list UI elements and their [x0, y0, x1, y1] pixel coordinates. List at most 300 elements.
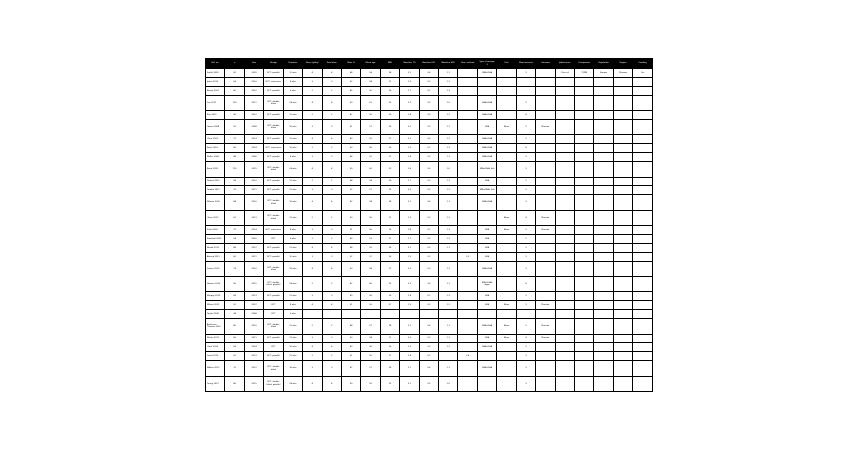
table-cell: 3.5	[419, 243, 438, 252]
table-cell	[575, 120, 594, 135]
table-row	[206, 77, 653, 86]
table-cell: EPA+DHA	[477, 343, 496, 352]
table-cell	[555, 343, 574, 352]
table-cell	[594, 86, 613, 95]
table-cell	[458, 361, 477, 376]
table-cell: RCT, double blind, parallel	[264, 376, 283, 391]
table-cell: RCT, parallel	[264, 186, 283, 195]
table-cell: 3	[303, 292, 322, 301]
table-cell: 26	[380, 292, 399, 301]
column-header: Baseline HDL	[439, 59, 458, 69]
table-cell: 29	[380, 376, 399, 391]
table-row	[206, 243, 653, 252]
table-cell: 40	[225, 86, 244, 95]
table-cell	[613, 144, 632, 153]
table-cell	[633, 376, 653, 391]
table-cell: 2014	[244, 343, 263, 352]
column-header: Ref. no.	[206, 59, 225, 69]
table-cell: RCT, double blind, parallel	[264, 277, 283, 292]
table-cell: 2.1	[400, 195, 419, 210]
table-cell: 2	[303, 86, 322, 95]
table-cell	[497, 144, 516, 153]
table-cell: 3.1	[419, 292, 438, 301]
table-cell: 3	[516, 319, 535, 334]
table-cell: 2013	[244, 292, 263, 301]
table-cell: 3	[303, 153, 322, 162]
table-row	[206, 210, 653, 225]
table-cell: 49	[341, 292, 360, 301]
table-cell: 2008	[244, 120, 263, 135]
table-cell: 3.0	[419, 177, 438, 186]
table-cell	[575, 301, 594, 310]
table-cell	[536, 77, 555, 86]
table-cell: Ahmed 2011	[206, 252, 225, 261]
table-cell	[536, 86, 555, 95]
table-row	[206, 376, 653, 391]
table-cell	[555, 144, 574, 153]
table-cell: 4	[303, 69, 322, 78]
table-cell	[536, 234, 555, 243]
table-cell: 51	[341, 225, 360, 234]
table-cell	[516, 310, 535, 319]
table-cell	[555, 77, 574, 86]
table-cell	[555, 210, 574, 225]
table-cell: 3	[322, 361, 341, 376]
table-cell	[633, 135, 653, 144]
table-cell: Placebo	[536, 334, 555, 343]
table-cell	[458, 195, 477, 210]
table-cell	[458, 243, 477, 252]
table-cell: 48	[341, 243, 360, 252]
table-cell: 1.3	[439, 86, 458, 95]
table-cell	[477, 77, 496, 86]
table-cell: 3	[516, 343, 535, 352]
table-cell: 4	[303, 301, 322, 310]
table-cell: 3	[303, 252, 322, 261]
table-cell: 56	[361, 292, 380, 301]
table-cell	[516, 86, 535, 95]
table-cell: 1.2	[439, 261, 458, 276]
table-cell: RCT, parallel	[264, 86, 283, 95]
table-cell	[497, 195, 516, 210]
table-cell	[575, 86, 594, 95]
table-cell	[594, 95, 613, 110]
table-cell	[633, 261, 653, 276]
table-cell: 80	[225, 319, 244, 334]
table-cell: 3	[516, 361, 535, 376]
table-cell	[458, 334, 477, 343]
table-cell: 8 wks	[283, 153, 302, 162]
table-cell	[536, 343, 555, 352]
table-cell: 56	[361, 144, 380, 153]
table-cell: 56	[361, 225, 380, 234]
table-cell: Pharma	[613, 69, 632, 78]
table-cell: 2.5	[458, 252, 477, 261]
table-cell: RCT, parallel	[264, 111, 283, 120]
table-cell: 2	[322, 144, 341, 153]
table-cell: 50	[341, 95, 360, 110]
table-cell: RCT, parallel	[264, 252, 283, 261]
column-header: Measurement	[516, 59, 535, 69]
table-cell: 44	[225, 310, 244, 319]
table-cell	[633, 352, 653, 361]
table-cell	[497, 86, 516, 95]
table-cell	[536, 111, 555, 120]
table-cell: 24 wks	[283, 95, 302, 110]
table-cell: 3	[322, 77, 341, 86]
table-row	[206, 361, 653, 376]
table-cell	[594, 301, 613, 310]
table-cell: 62	[225, 352, 244, 361]
table-cell: 2	[303, 144, 322, 153]
table-cell	[575, 343, 594, 352]
table-cell	[458, 77, 477, 86]
table-cell	[555, 162, 574, 177]
table-cell	[536, 376, 555, 391]
table-cell	[477, 210, 496, 225]
table-cell	[341, 310, 360, 319]
table-cell: 70	[225, 225, 244, 234]
table-cell: 1.3	[439, 144, 458, 153]
table-cell: 2.4	[400, 162, 419, 177]
table-cell: 2009	[244, 69, 263, 78]
table-cell: 2.1	[400, 361, 419, 376]
table-cell	[575, 153, 594, 162]
table-cell	[497, 111, 516, 120]
table-cell: 4	[516, 111, 535, 120]
table-cell: 60	[361, 162, 380, 177]
table-cell	[516, 77, 535, 86]
table-cell: 12 wks	[283, 177, 302, 186]
table-cell: 58	[361, 77, 380, 86]
table-cell: 27	[380, 77, 399, 86]
table-cell: 52	[225, 301, 244, 310]
table-cell	[400, 310, 419, 319]
table-cell: EPA	[477, 177, 496, 186]
table-cell: 3	[516, 186, 535, 195]
table-cell: 3	[516, 352, 535, 361]
table-cell	[458, 234, 477, 243]
table-cell: 26	[380, 144, 399, 153]
table-cell	[536, 69, 555, 78]
table-cell	[613, 162, 632, 177]
table-cell: 3	[516, 195, 535, 210]
table-cell	[555, 95, 574, 110]
table-cell	[439, 252, 458, 261]
table-cell: 2.1	[400, 69, 419, 78]
table-cell: RCT	[264, 234, 283, 243]
table-cell: 3	[516, 120, 535, 135]
table-cell: 12 wks	[283, 69, 302, 78]
table-cell: 2012	[244, 177, 263, 186]
table-cell: Lee 2011	[206, 95, 225, 110]
table-cell: 3.1	[419, 144, 438, 153]
table-cell	[594, 111, 613, 120]
table-cell: 12 wks	[283, 319, 302, 334]
header-row	[206, 59, 653, 69]
table-cell	[594, 225, 613, 234]
table-cell: 2013	[244, 352, 263, 361]
table-cell: Placebo	[536, 225, 555, 234]
table-cell: 4	[322, 376, 341, 391]
table-cell: 28	[380, 69, 399, 78]
table-cell: 12 wks	[283, 186, 302, 195]
table-cell	[477, 310, 496, 319]
table-cell: 2010	[244, 77, 263, 86]
table-cell: 3	[322, 292, 341, 301]
table-cell: 12 wks	[283, 111, 302, 120]
table-row	[206, 95, 653, 110]
table-cell	[633, 225, 653, 234]
column-header: Year	[244, 59, 263, 69]
table-row	[206, 177, 653, 186]
table-row	[206, 86, 653, 95]
table-cell	[555, 243, 574, 252]
table-cell	[322, 310, 341, 319]
table-cell: 2011	[244, 334, 263, 343]
table-cell: 82	[225, 69, 244, 78]
table-cell: EPA	[477, 120, 496, 135]
table-cell	[458, 301, 477, 310]
table-cell: 3	[303, 186, 322, 195]
table-cell: 8 wks	[283, 225, 302, 234]
table-cell: 3.3	[419, 120, 438, 135]
table-cell	[613, 120, 632, 135]
table-cell: 2.2	[400, 243, 419, 252]
table-cell: 6 wks	[283, 86, 302, 95]
table-cell: 3	[516, 261, 535, 276]
table-cell: EPA+DHA	[477, 153, 496, 162]
table-cell	[594, 120, 613, 135]
table-cell	[633, 361, 653, 376]
table-cell	[633, 162, 653, 177]
table-cell: 62	[225, 210, 244, 225]
table-cell: 27	[380, 334, 399, 343]
column-header: Male %	[341, 59, 360, 69]
table-cell	[575, 292, 594, 301]
table-cell: EPA+DHA, krill	[477, 186, 496, 195]
table-cell: Clark 2014	[206, 343, 225, 352]
table-cell: 1.9	[400, 301, 419, 310]
table-cell: RCT, double blind	[264, 361, 283, 376]
column-header: Baseline TG	[400, 59, 419, 69]
table-cell: EPA+DHA	[477, 144, 496, 153]
table-cell	[458, 186, 477, 195]
table-cell: 2010	[244, 319, 263, 334]
table-cell: 3	[516, 243, 535, 252]
table-cell	[497, 95, 516, 110]
table-cell	[633, 301, 653, 310]
table-cell	[458, 319, 477, 334]
table-cell: 45	[341, 86, 360, 95]
table-cell	[555, 195, 574, 210]
table-cell: 1.2	[439, 334, 458, 343]
table-cell	[477, 86, 496, 95]
table-cell	[613, 111, 632, 120]
table-cell	[594, 310, 613, 319]
table-cell: Nilsson 2010	[206, 195, 225, 210]
table-cell	[613, 352, 632, 361]
table-cell	[613, 376, 632, 391]
table-cell: 2009	[244, 234, 263, 243]
table-cell: EPA	[477, 334, 496, 343]
table-cell: 26	[380, 225, 399, 234]
table-cell	[536, 144, 555, 153]
table-cell	[613, 135, 632, 144]
table-cell: RCT, cross-over	[264, 225, 283, 234]
table-cell: 47	[341, 111, 360, 120]
table-cell: 47	[341, 195, 360, 210]
table-cell	[633, 292, 653, 301]
column-header: Type of omega-3	[477, 59, 496, 69]
table-cell	[594, 234, 613, 243]
table-cell: 3	[322, 225, 341, 234]
table-cell: 3.3	[419, 261, 438, 276]
table-cell	[613, 195, 632, 210]
table-cell: EPA+DHA	[477, 111, 496, 120]
table-cell: 4	[516, 334, 535, 343]
table-cell: Ivanov 2010	[206, 261, 225, 276]
table-cell: 2015	[244, 162, 263, 177]
table-cell: 4	[322, 135, 341, 144]
table-cell	[613, 153, 632, 162]
table-cell: 4	[303, 243, 322, 252]
column-header: Design	[264, 59, 283, 69]
table-cell: RCT	[264, 301, 283, 310]
table-cell	[575, 186, 594, 195]
table-cell: T2DM	[575, 69, 594, 78]
table-cell	[633, 234, 653, 243]
table-cell	[555, 277, 574, 292]
table-cell	[497, 234, 516, 243]
table-cell	[458, 135, 477, 144]
table-cell: 3.4	[419, 69, 438, 78]
table-cell: 60	[225, 252, 244, 261]
table-cell	[497, 261, 516, 276]
table-cell: 3.2	[419, 77, 438, 86]
table-cell	[575, 277, 594, 292]
table-cell	[497, 361, 516, 376]
table-cell: 4	[303, 162, 322, 177]
table-cell	[594, 144, 613, 153]
table-cell: 57	[361, 361, 380, 376]
table-cell: 1.1	[439, 361, 458, 376]
table-row	[206, 334, 653, 343]
table-cell	[555, 86, 574, 95]
table-cell: 3	[322, 334, 341, 343]
table-cell: 3.5	[419, 376, 438, 391]
table-cell	[613, 95, 632, 110]
table-cell: Olsen 2013	[206, 210, 225, 225]
table-cell	[613, 301, 632, 310]
table-cell: 24 wks	[283, 376, 302, 391]
table-cell: 28	[380, 319, 399, 334]
column-header: Dose (g/day)	[303, 59, 322, 69]
table-cell: 2012	[244, 243, 263, 252]
table-cell	[458, 261, 477, 276]
table-cell: 47	[341, 361, 360, 376]
table-cell	[497, 292, 516, 301]
table-cell: 53	[341, 144, 360, 153]
table-cell	[594, 352, 613, 361]
column-header: Baseline LDL	[419, 59, 438, 69]
table-cell: 16 wks	[283, 120, 302, 135]
table-cell	[633, 310, 653, 319]
table-cell: EPA	[477, 301, 496, 310]
table-cell: 1.1	[439, 319, 458, 334]
table-cell	[633, 277, 653, 292]
table-cell	[458, 292, 477, 301]
table-cell: 2006	[244, 153, 263, 162]
table-cell: 28	[380, 195, 399, 210]
table-cell: 57	[361, 120, 380, 135]
table-cell	[555, 135, 574, 144]
table-cell: 1.1	[439, 120, 458, 135]
table-cell: Young 2015	[206, 376, 225, 391]
table-cell: 26	[380, 343, 399, 352]
table-cell	[594, 334, 613, 343]
table-cell: 27	[380, 234, 399, 243]
table-cell: 54	[225, 234, 244, 243]
table-cell: 2	[303, 277, 322, 292]
table-cell: 3	[303, 120, 322, 135]
table-cell: 3.5	[419, 95, 438, 110]
table-cell: 51	[341, 352, 360, 361]
table-cell: Lewis 2013	[206, 352, 225, 361]
table-cell: RCT	[264, 310, 283, 319]
table-cell: RCT, double blind	[264, 120, 283, 135]
table-cell: Rossi 2015	[206, 162, 225, 177]
table-cell	[555, 153, 574, 162]
table-cell: 4	[303, 261, 322, 276]
table-cell: RCT, parallel	[264, 135, 283, 144]
table-cell: Mean	[497, 225, 516, 234]
table-cell	[361, 310, 380, 319]
table-cell	[575, 361, 594, 376]
table-cell: 110	[225, 162, 244, 177]
table-cell	[594, 210, 613, 225]
table-cell: 26	[380, 252, 399, 261]
table-cell: EPA+DHA	[477, 69, 496, 78]
column-header: Stat. method	[458, 59, 477, 69]
table-cell	[575, 95, 594, 110]
table-cell: EPA+DHA	[477, 95, 496, 110]
table-cell: Europe	[594, 69, 613, 78]
table-cell: RCT	[264, 343, 283, 352]
table-cell: 27	[380, 153, 399, 162]
table-cell: 61	[361, 95, 380, 110]
table-cell	[613, 243, 632, 252]
table-cell: EPA+DHA	[477, 135, 496, 144]
table-row	[206, 135, 653, 144]
table-cell: 1.2	[439, 210, 458, 225]
table-cell: 1.9	[400, 77, 419, 86]
table-cell: 3	[303, 225, 322, 234]
table-cell: 56	[361, 343, 380, 352]
table-cell: 4	[303, 195, 322, 210]
table-cell	[536, 162, 555, 177]
table-cell: 60	[361, 277, 380, 292]
table-row	[206, 195, 653, 210]
table-cell	[536, 195, 555, 210]
table-cell	[613, 343, 632, 352]
table-cell	[575, 234, 594, 243]
table-cell: RCT, parallel	[264, 177, 283, 186]
table-cell	[555, 301, 574, 310]
table-cell	[633, 252, 653, 261]
table-cell: Placebo	[536, 319, 555, 334]
table-row	[206, 186, 653, 195]
